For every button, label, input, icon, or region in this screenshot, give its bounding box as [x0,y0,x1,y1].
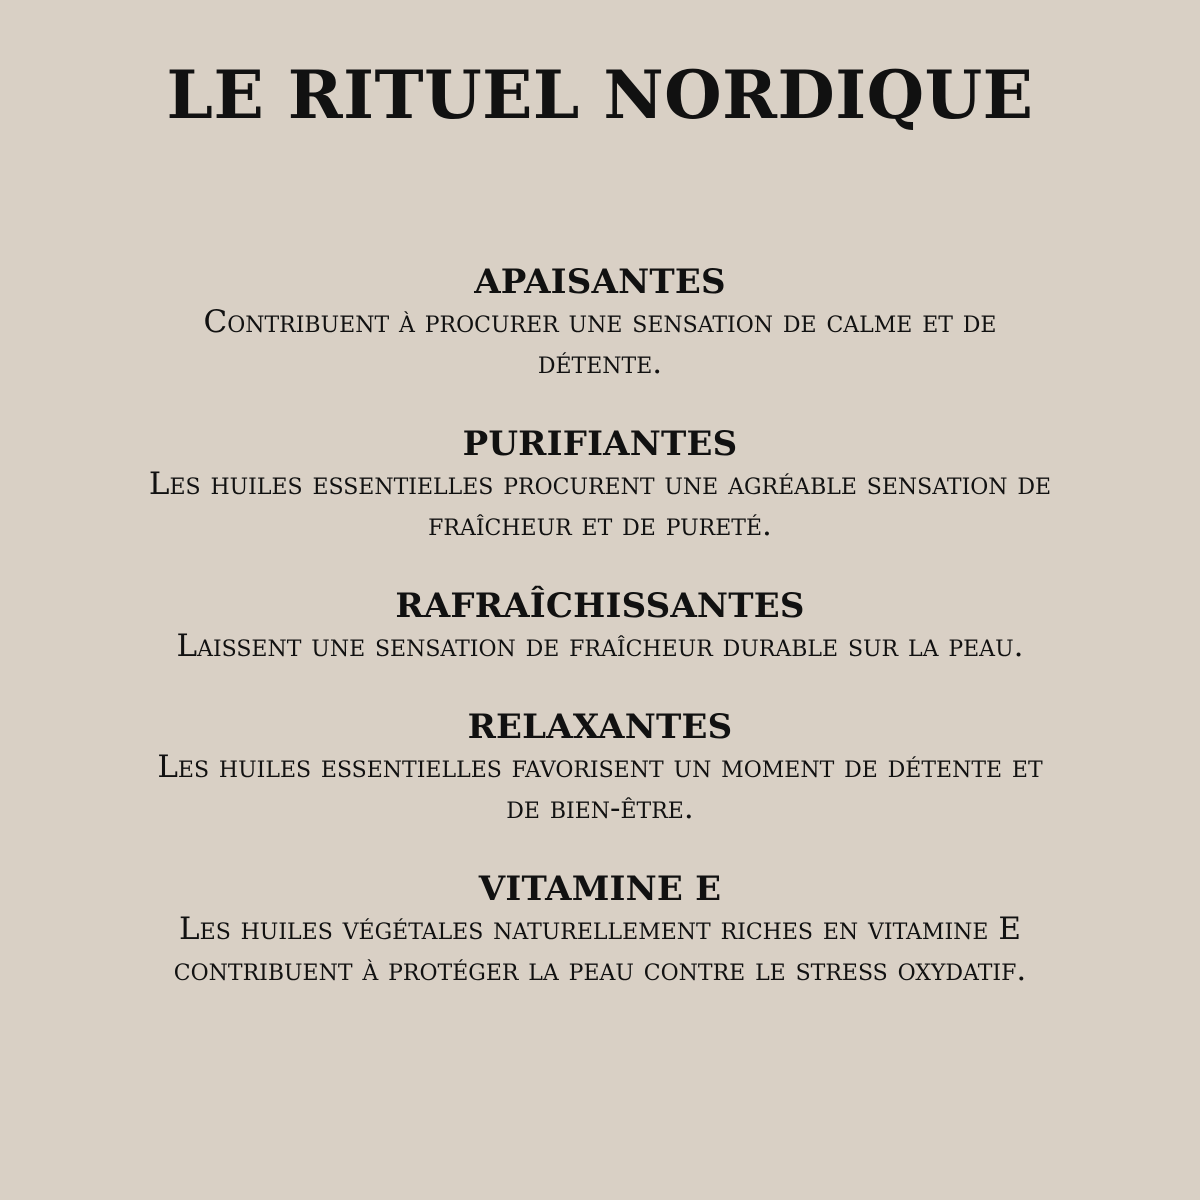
benefit-heading: RELAXANTES [467,707,733,747]
benefit-heading: APAISANTES [474,262,726,302]
benefit-rafraichissantes [140,586,1060,667]
benefit-heading: PURIFIANTES [462,424,738,464]
benefit-description: Les huiles végétales naturellement riches en vitamine E contribuent à protéger la peau contre le stress oxydatif. [173,911,1027,988]
benefit-apaisantes [140,262,1060,384]
benefit-purifiantes [140,424,1060,546]
benefit-description: Les huiles essentielles procurent une agréable sensation de fraîcheur et de pureté. [148,466,1052,543]
benefits-list [140,262,1060,1031]
benefit-description: Contribuent à procurer une sensation de calme et de détente. [203,304,997,381]
benefit-description: Les huiles essentielles favorisent un moment de détente et de bien-être. [157,749,1043,826]
benefit-heading: RAFRAÎCHISSANTES [395,586,805,626]
benefit-relaxantes [140,707,1060,829]
benefit-description: Laissent une sensation de fraîcheur durable sur la peau. [176,628,1024,664]
benefit-heading: VITAMINE E [478,869,722,909]
benefit-vitamine-e [140,869,1060,991]
page-title: LE RITUEL NORDIQUE [166,56,1034,134]
